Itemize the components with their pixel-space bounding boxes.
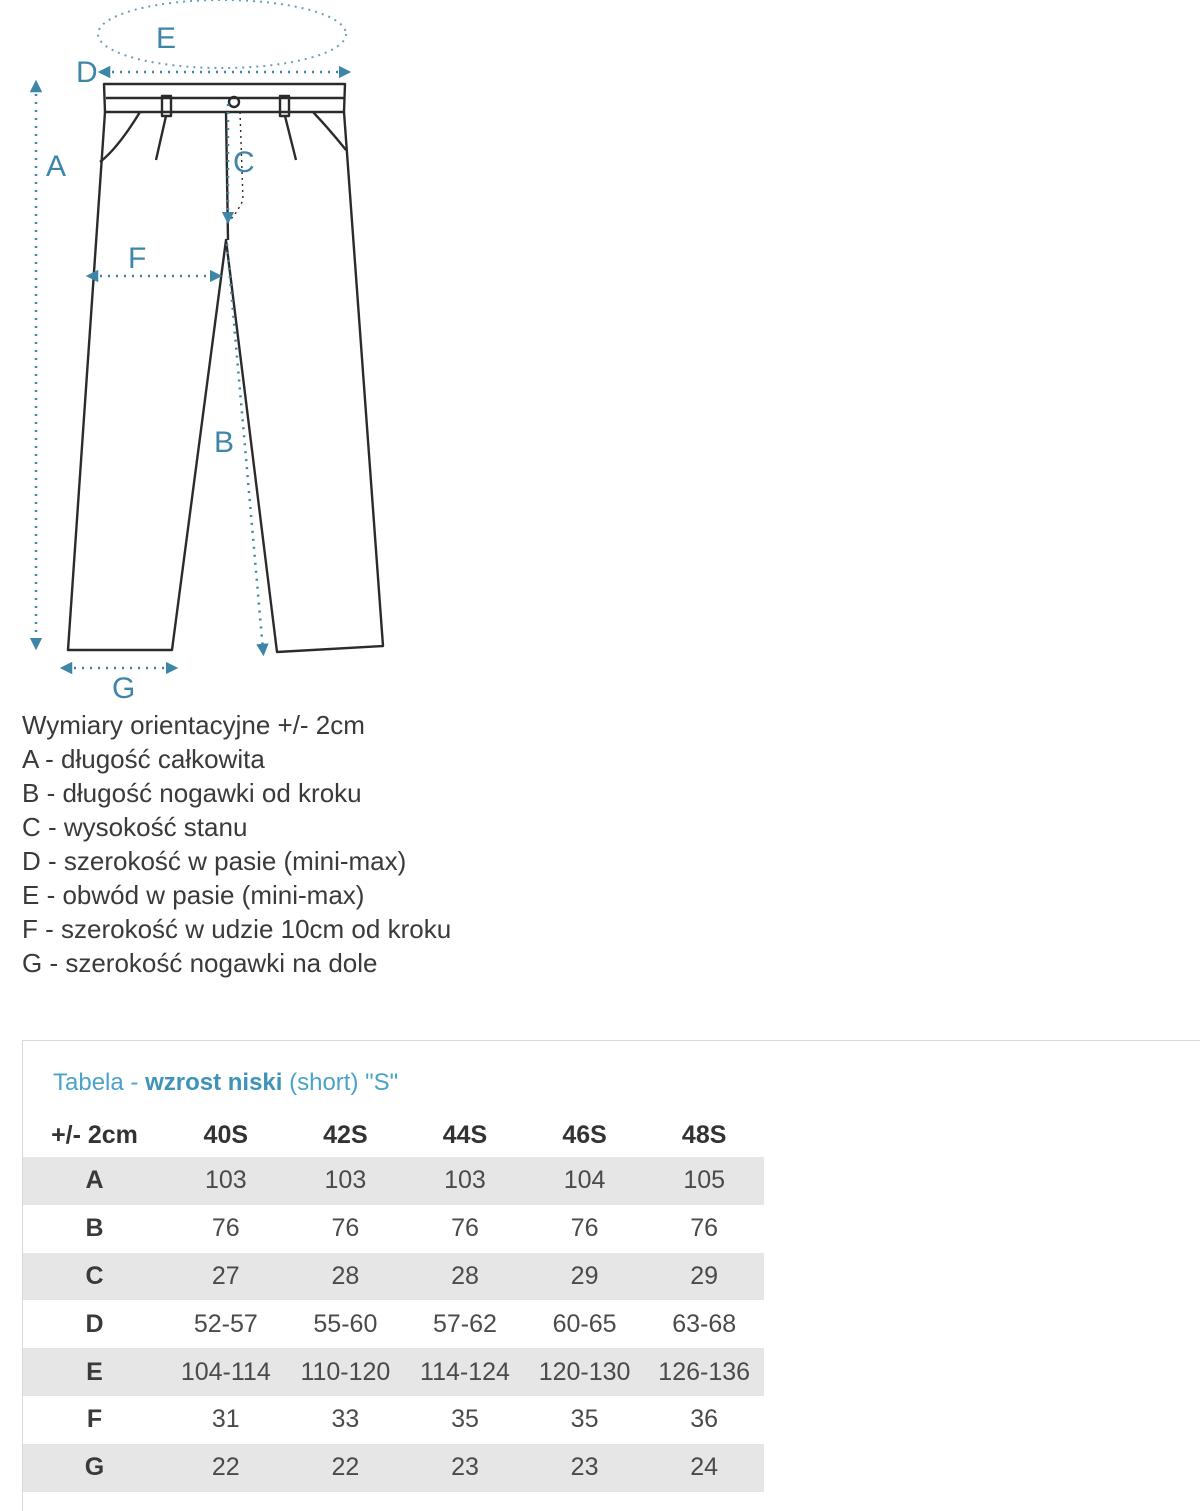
row-label: C — [23, 1253, 166, 1301]
table-row — [23, 1300, 764, 1348]
table-cell: 63-68 — [672, 1309, 737, 1338]
table-cell: 29 — [644, 1253, 764, 1301]
legend-item: F - szerokość w udzie 10cm od kroku — [22, 914, 452, 944]
row-label: D — [85, 1309, 104, 1338]
table-cell: 57-62 — [433, 1309, 497, 1338]
table-row — [23, 1348, 764, 1396]
caption-suffix: (short) "S" — [282, 1069, 399, 1096]
label-b: B — [214, 426, 235, 459]
measurement-legend — [22, 708, 451, 980]
table-cell: 24 — [644, 1444, 764, 1492]
header-size: 44S — [442, 1120, 488, 1149]
table-cell: 104-114 — [166, 1348, 286, 1396]
legend-heading: Wymiary orientacyjne +/- 2cm — [22, 710, 365, 740]
label-a: A — [46, 150, 67, 183]
table-cell: 76 — [211, 1214, 240, 1243]
waist-circumference-line — [98, 0, 346, 68]
legend-item: G - szerokość nogawki na dole — [22, 948, 378, 978]
table-cell: 31 — [211, 1405, 240, 1434]
header-tolerance: +/- 2cm — [51, 1120, 138, 1149]
legend-item: B - długość nogawki od kroku — [22, 778, 362, 808]
size-table — [23, 1113, 764, 1492]
table-row — [23, 1205, 764, 1253]
caption-bold: wzrost niski — [145, 1069, 283, 1096]
table-body — [23, 1157, 764, 1492]
trousers-diagram — [0, 0, 420, 710]
table-row — [23, 1396, 764, 1444]
table-cell: 22 — [286, 1444, 406, 1492]
table-cell: 60-65 — [552, 1309, 617, 1338]
label-g: G — [112, 672, 136, 705]
label-c: C — [233, 146, 255, 179]
table-cell: 103 — [286, 1157, 406, 1205]
table-cell: 76 — [451, 1214, 479, 1243]
row-label: G — [23, 1444, 166, 1492]
table-cell: 28 — [405, 1253, 525, 1301]
header-size: 42S — [323, 1120, 368, 1149]
header-size: 48S — [681, 1120, 727, 1149]
legend-item: A - długość całkowita — [22, 744, 265, 774]
table-cell: 103 — [166, 1157, 286, 1205]
table-row — [23, 1253, 764, 1301]
table-cell: 105 — [644, 1157, 764, 1205]
row-label: A — [23, 1157, 166, 1205]
table-cell: 22 — [166, 1444, 286, 1492]
table-cell: 104 — [525, 1157, 645, 1205]
table-cell: 110-120 — [286, 1348, 406, 1396]
row-label: E — [23, 1348, 166, 1396]
table-cell: 35 — [570, 1405, 599, 1434]
legend-item: C - wysokość stanu — [22, 812, 248, 842]
legend-item: E - obwód w pasie (mini-max) — [22, 880, 365, 910]
table-cell: 114-124 — [405, 1348, 525, 1396]
label-f: F — [128, 242, 147, 275]
table-cell: 55-60 — [313, 1309, 378, 1338]
table-cell: 29 — [525, 1253, 645, 1301]
header-size: 46S — [562, 1120, 607, 1149]
row-label: F — [86, 1405, 103, 1434]
table-cell: 52-57 — [193, 1309, 258, 1338]
table-cell: 126-136 — [644, 1348, 764, 1396]
table-cell: 28 — [286, 1253, 406, 1301]
table-cell: 76 — [570, 1214, 599, 1243]
table-cell: 27 — [166, 1253, 286, 1301]
size-table-panel — [22, 1040, 1200, 1511]
caption-prefix: Tabela - — [53, 1069, 146, 1096]
table-cell: 23 — [405, 1444, 525, 1492]
table-row — [23, 1444, 764, 1492]
table-cell: 76 — [331, 1214, 360, 1243]
legend-item: D - szerokość w pasie (mini-max) — [22, 846, 407, 876]
table-cell: 36 — [690, 1405, 719, 1434]
table-cell: 103 — [405, 1157, 525, 1205]
table-cell: 76 — [690, 1214, 719, 1243]
label-d: D — [76, 56, 98, 89]
row-label: B — [85, 1214, 104, 1243]
header-size: 40S — [203, 1120, 249, 1149]
table-cell: 120-130 — [525, 1348, 645, 1396]
label-e: E — [156, 22, 177, 55]
trousers-outline — [68, 84, 383, 652]
table-cell: 33 — [331, 1405, 360, 1434]
table-cell: 35 — [451, 1405, 479, 1434]
table-header-row — [23, 1113, 764, 1157]
table-row — [23, 1157, 764, 1205]
table-cell: 23 — [525, 1444, 645, 1492]
table-caption — [53, 1069, 398, 1097]
